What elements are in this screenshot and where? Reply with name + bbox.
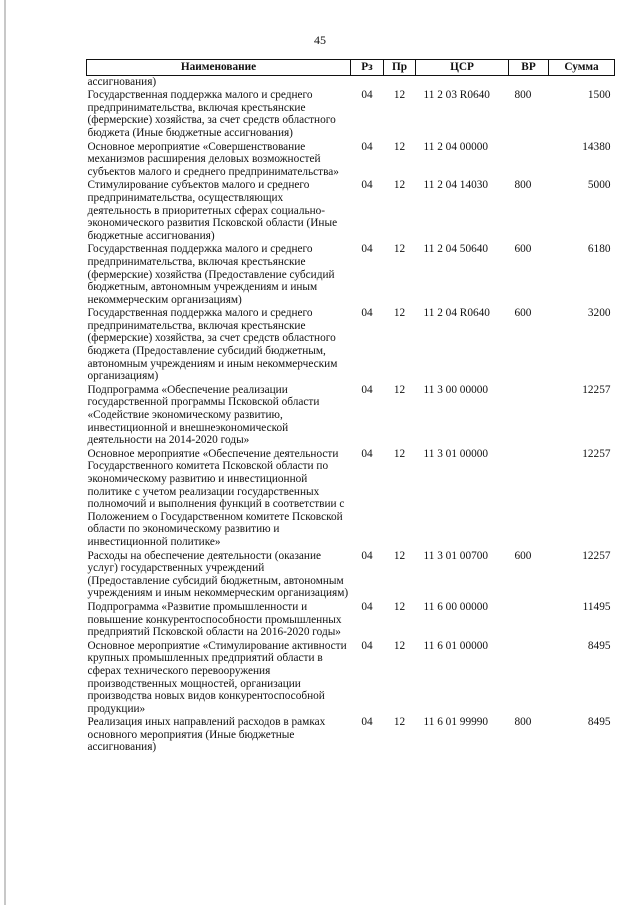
cell-vr	[509, 448, 549, 550]
cell-csr: 11 3 01 00000	[423, 447, 489, 460]
cell-vr	[509, 141, 549, 180]
table-row	[87, 716, 615, 755]
cell-rz: 04	[361, 549, 373, 562]
cell-csr: 11 2 03 R0640	[423, 89, 490, 102]
cell-name: Расходы на обеспечение деятельности (оказание услуг) государственных учреждений (Предоставление субсидий бюджетным, автономным учреждениям и иным некоммерческим организациям)	[87, 549, 349, 600]
cell-rz	[351, 75, 384, 89]
cell-csr: 11 6 01 99990	[423, 716, 489, 729]
cell-pr: 12	[393, 549, 406, 562]
table-row	[87, 640, 615, 717]
table-row	[87, 384, 615, 448]
cell-name: Государственная поддержка малого и среднего предпринимательства, включая крестьянские (фермерские) хозяйства, за счет средств областного бюджета (Предоставление субсидий бюджетным, автономным учреждениям и иным некоммерческим организациям)	[87, 307, 338, 383]
header-rz: Рз	[351, 60, 384, 76]
header-sum: Сумма	[549, 60, 615, 76]
table-row	[87, 179, 615, 243]
budget-table	[86, 59, 615, 755]
table-row	[87, 75, 615, 89]
header-name: Наименование	[87, 60, 351, 76]
cell-name: ассигнования)	[87, 75, 157, 88]
cell-rz: 04	[361, 307, 373, 320]
cell-pr: 12	[393, 179, 406, 192]
table-row	[87, 601, 615, 640]
cell-csr: 11 6 01 00000	[423, 639, 489, 652]
cell-name: Подпрограмма «Обеспечение реализации государственной программы Псковской области «Содействие экономическому развитию, инвестиционной и внешнеэкономической деятельности на 2014-2020 годы»	[87, 383, 320, 447]
cell-csr: 11 2 04 50640	[423, 243, 489, 256]
table-row	[87, 141, 615, 180]
cell-vr: 800	[514, 716, 532, 729]
table-header	[87, 60, 615, 76]
cell-pr: 12	[393, 447, 406, 460]
cell-sum: 1500	[587, 89, 611, 102]
cell-sum: 8495	[587, 639, 611, 652]
table-row	[87, 448, 615, 550]
cell-csr: 11 2 04 R0640	[423, 307, 490, 320]
cell-sum: 12257	[582, 447, 611, 460]
cell-name: Государственная поддержка малого и среднего предпринимательства, включая крестьянские (фермерские) хозяйства, за счет средств областного бюджета (Иные бюджетные ассигнования)	[87, 89, 336, 139]
cell-vr: 600	[514, 307, 532, 320]
table-row	[87, 243, 615, 307]
cell-sum: 11495	[582, 600, 611, 613]
cell-sum: 12257	[582, 549, 611, 562]
cell-sum: 14380	[582, 140, 611, 153]
header-csr: ЦСР	[416, 60, 509, 76]
cell-rz: 04	[361, 716, 373, 729]
cell-sum: 6180	[587, 243, 611, 256]
cell-pr: 12	[393, 307, 406, 320]
cell-csr: 11 2 04 00000	[423, 140, 489, 153]
cell-vr: 800	[514, 89, 532, 102]
cell-sum: 12257	[582, 383, 611, 396]
cell-rz: 04	[361, 179, 373, 192]
table-row	[87, 89, 615, 140]
cell-vr: 800	[514, 179, 532, 192]
cell-vr	[509, 75, 549, 89]
cell-pr: 12	[393, 89, 406, 102]
cell-csr: 11 3 00 00000	[423, 383, 489, 396]
scan-edge-shadow	[4, 0, 6, 905]
cell-pr	[384, 75, 416, 89]
cell-vr	[509, 601, 549, 640]
cell-rz: 04	[361, 243, 373, 256]
cell-vr	[509, 640, 549, 717]
cell-rz: 04	[361, 383, 373, 396]
table-row	[87, 550, 615, 601]
cell-name: Основное мероприятие «Обеспечение деятельности Государственного комитета Псковской области по экономическому развитию и инвестиционной политике с учетом реализации государственных полномочий и выполнения функций в соответствии с Положением о Государственном комитете Псковской области по экономическому развитию и инвестиционной политике»	[87, 447, 345, 548]
table-body	[87, 75, 615, 755]
header-pr: Пр	[384, 60, 416, 76]
cell-pr: 12	[393, 243, 406, 256]
cell-vr: 600	[514, 549, 532, 562]
cell-csr: 11 6 00 00000	[423, 600, 489, 613]
cell-vr: 600	[514, 243, 532, 256]
cell-pr: 12	[393, 383, 406, 396]
cell-rz: 04	[361, 140, 373, 153]
cell-name: Подпрограмма «Развитие промышленности и повышение конкурентоспособности промышленных предприятий Псковской области на 2016-2020 годы»	[87, 600, 342, 639]
page-number: 45	[314, 33, 326, 47]
cell-csr	[416, 75, 509, 89]
cell-name: Реализация иных направлений расходов в рамках основного мероприятия (Иные бюджетные ассигнования)	[87, 716, 326, 754]
header-vr: ВР	[509, 60, 549, 76]
cell-pr: 12	[393, 600, 406, 613]
cell-name: Стимулирование субъектов малого и среднего предпринимательства, осуществляющих деятельность в приоритетных сферах социально-экономического развития Псковской области (Иные бюджетные ассигнования)	[87, 179, 338, 242]
cell-sum: 3200	[587, 307, 611, 320]
cell-csr: 11 2 04 14030	[423, 179, 489, 192]
cell-csr: 11 3 01 00700	[423, 549, 489, 562]
cell-sum: 5000	[587, 179, 611, 192]
cell-pr: 12	[393, 716, 406, 729]
cell-rz: 04	[361, 600, 373, 613]
cell-rz: 04	[361, 639, 373, 652]
cell-name: Основное мероприятие «Совершенствование механизмов расширения деловых возможностей субъектов малого и среднего предпринимательства»	[87, 140, 339, 178]
table-row	[87, 307, 615, 384]
cell-rz: 04	[361, 447, 373, 460]
cell-name: Основное мероприятие «Стимулирование активности крупных промышленных предприятий области в сферах технического перевооружения производственных мощностей, организации производства новых видов конкурентоспособной продукции»	[87, 639, 347, 715]
cell-rz: 04	[361, 89, 373, 102]
cell-sum	[549, 75, 615, 89]
cell-sum: 8495	[587, 716, 611, 729]
cell-vr	[509, 384, 549, 448]
cell-pr: 12	[393, 639, 406, 652]
cell-pr: 12	[393, 140, 406, 153]
cell-name: Государственная поддержка малого и среднего предпринимательства, включая крестьянские (фермерские) хозяйства (Предоставление субсидий бюджетным, автономным учреждениям и иным некоммерческим организациям)	[87, 243, 335, 306]
